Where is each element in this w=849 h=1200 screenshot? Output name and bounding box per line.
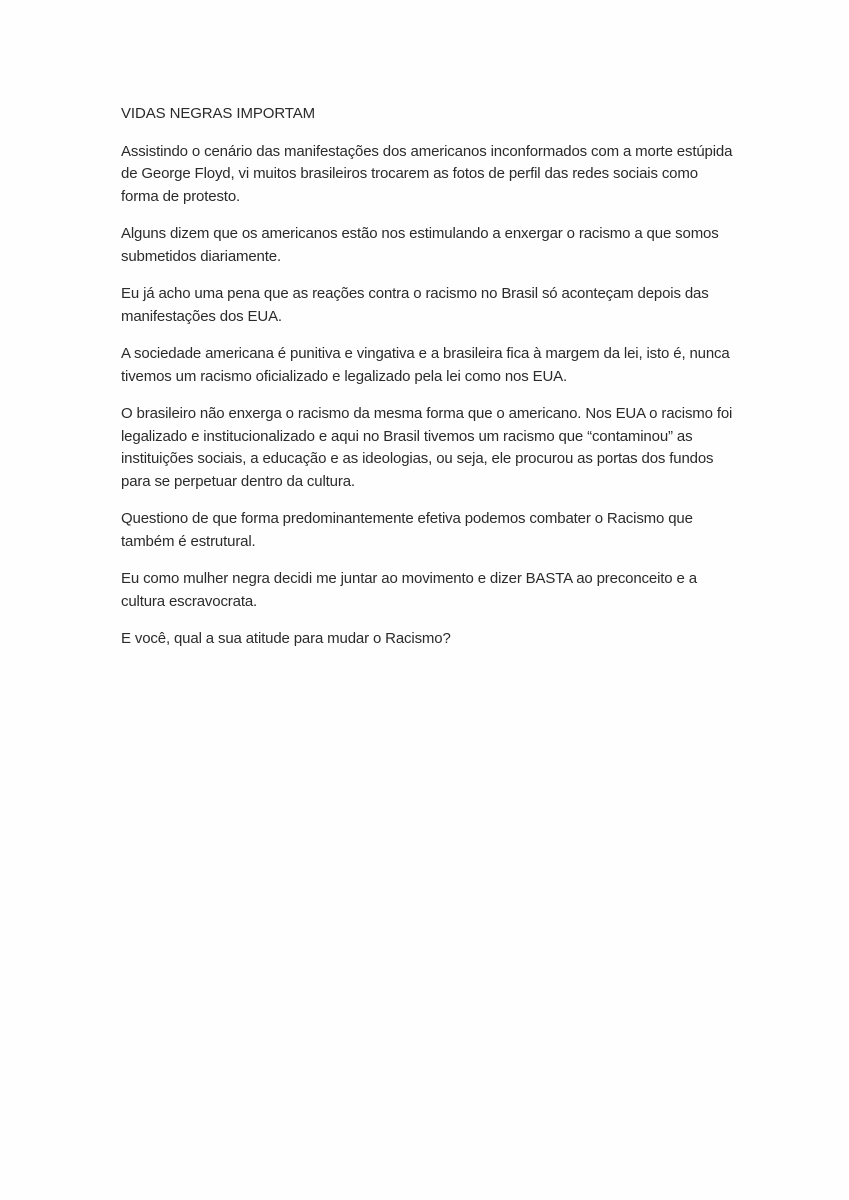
document-content (121, 103, 739, 666)
paragraph: E você, qual a sua atitude para mudar o Racismo? (121, 630, 451, 647)
paragraph: Eu como mulher negra decidi me juntar ao movimento e dizer BASTA ao preconceito e a cultura escravocrata. (121, 570, 697, 610)
document-title: VIDAS NEGRAS IMPORTAM (121, 105, 316, 122)
paragraph-list (121, 141, 739, 651)
paragraph: Alguns dizem que os americanos estão nos estimulando a enxergar o racismo a que somos submetidos diariamente. (121, 225, 719, 265)
paragraph: Assistindo o cenário das manifestações dos americanos inconformados com a morte estúpida de George Floyd, vi muitos brasileiros trocarem as fotos de perfil das redes sociais como forma de protesto. (121, 142, 733, 205)
paragraph: Eu já acho uma pena que as reações contra o racismo no Brasil só aconteçam depois das manifestações dos EUA. (121, 285, 709, 325)
paragraph: O brasileiro não enxerga o racismo da mesma forma que o americano. Nos EUA o racismo foi legalizado e institucionalizado e aqui no Brasil tivemos um racismo que “contaminou” as instituições sociais, a educação e as ideologias, ou seja, ele procurou as portas dos fundos para se perpetuar dentro da cultura. (121, 405, 733, 490)
paragraph: A sociedade americana é punitiva e vingativa e a brasileira fica à margem da lei, isto é, nunca tivemos um racismo oficializado e legalizado pela lei como nos EUA. (121, 345, 730, 385)
paragraph: Questiono de que forma predominantemente efetiva podemos combater o Racismo que também é estrutural. (121, 510, 693, 550)
